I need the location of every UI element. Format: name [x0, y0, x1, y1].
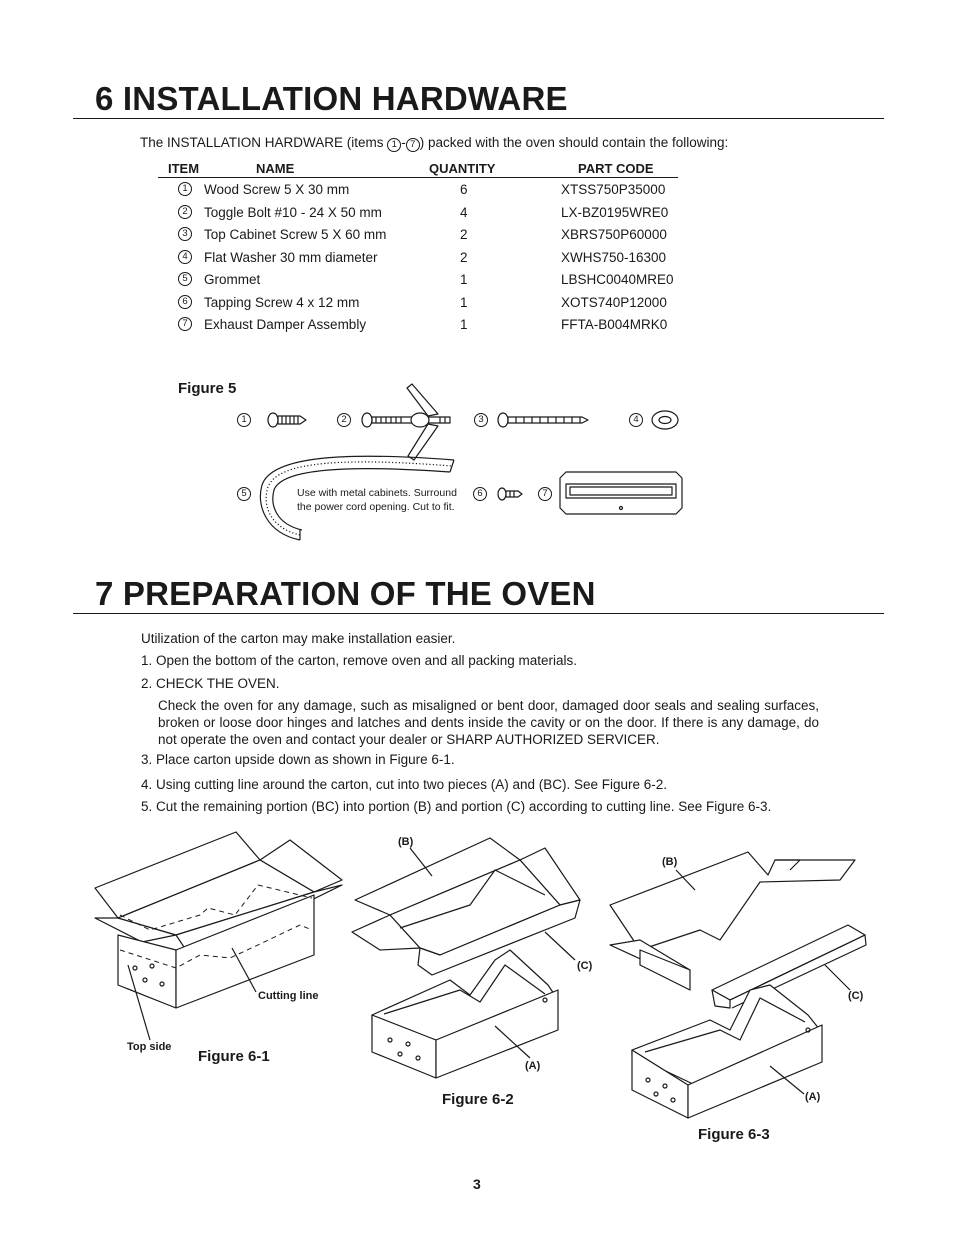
item-name: Toggle Bolt #10 - 24 X 50 mm: [204, 205, 382, 220]
intro-text-start: The INSTALLATION HARDWARE (items: [140, 135, 388, 150]
item-number: 4: [178, 250, 192, 264]
item-name: Grommet: [204, 272, 261, 287]
item-quantity: 1: [460, 317, 468, 332]
item-number: 2: [178, 205, 192, 219]
item-part-code: FFTA-B004MRK0: [561, 317, 668, 332]
figure-5-callout-6: 6: [473, 487, 487, 501]
step-4: 4. Using cutting line around the carton, cut into two pieces (A) and (BC). See Figure 6-2.: [141, 777, 668, 792]
cutting-line-label: Cutting line: [258, 990, 319, 1002]
intro-text-end: ) packed with the oven should contain the following:: [419, 135, 729, 150]
intro-dash: -: [401, 135, 406, 150]
item-number: 5: [178, 272, 192, 286]
step-1: 1. Open the bottom of the carton, remove oven and all packing materials.: [141, 653, 577, 668]
figure-6-2-label-a: (A): [525, 1060, 541, 1072]
item-name: Top Cabinet Screw 5 X 60 mm: [204, 227, 387, 242]
figure-6-3-label-b: (B): [662, 856, 678, 868]
item-number: 7: [178, 317, 192, 331]
item-part-code: LX-BZ0195WRE0: [561, 205, 669, 220]
figure-5-callout-5: 5: [237, 487, 251, 501]
section-7-title: 7 PREPARATION OF THE OVEN: [95, 575, 596, 612]
intro-last-item-number: 7: [406, 138, 420, 152]
item-part-code: XOTS740P12000: [561, 295, 667, 310]
item-number: 6: [178, 295, 192, 309]
intro-first-item-number: 1: [387, 138, 401, 152]
header-item: ITEM: [168, 161, 200, 176]
item-number: 1: [178, 182, 192, 196]
item-quantity: 6: [460, 182, 468, 197]
figure-5-callout-2: 2: [337, 413, 351, 427]
figure-5-callout-7: 7: [538, 487, 552, 501]
figure-6-2-label-c: (C): [577, 960, 593, 972]
item-part-code: LBSHC0040MRE0: [561, 272, 674, 287]
figure-6-3-label-c: (C): [848, 990, 864, 1002]
figure-6-3-label: Figure 6-3: [698, 1126, 770, 1143]
step-3: 3. Place carton upside down as shown in Figure 6-1.: [141, 752, 455, 767]
item-name: Tapping Screw 4 x 12 mm: [204, 295, 360, 310]
top-side-label: Top side: [127, 1041, 172, 1053]
item-name: Wood Screw 5 X 30 mm: [204, 182, 350, 197]
item-quantity: 1: [460, 295, 468, 310]
page-number: 3: [473, 1176, 481, 1192]
item-quantity: 1: [460, 272, 468, 287]
figure-6-1-label: Figure 6-1: [198, 1048, 270, 1065]
grommet-note-line-2: the power cord opening. Cut to fit.: [297, 501, 455, 513]
section-7-intro: Utilization of the carton may make installation easier.: [141, 631, 456, 646]
item-name: Exhaust Damper Assembly: [204, 317, 367, 332]
step-2: 2. CHECK THE OVEN.: [141, 676, 280, 691]
header-part-code: PART CODE: [578, 161, 654, 176]
step-2-detail: Check the oven for any damage, such as misaligned or bent door, damaged door seals and sealing surfaces, broken or loose door hinges and latches and dents inside the cavity or on the door. If there is any damage, do not operate the oven and contact your dealer or SHARP AUTHORIZED SERVICER.: [158, 698, 819, 747]
section-6-title: 6 INSTALLATION HARDWARE: [95, 80, 568, 117]
figure-5-callout-1: 1: [237, 413, 251, 427]
header-quantity: QUANTITY: [429, 161, 496, 176]
grommet-note-line-1: Use with metal cabinets. Surround: [297, 487, 457, 499]
figure-6-2-label-b: (B): [398, 836, 414, 848]
item-quantity: 2: [460, 250, 468, 265]
item-part-code: XBRS750P60000: [561, 227, 667, 242]
figure-6-3-label-a: (A): [805, 1091, 821, 1103]
item-quantity: 4: [460, 205, 468, 220]
item-number: 3: [178, 227, 192, 241]
figure-5-callout-4: 4: [629, 413, 643, 427]
header-name: NAME: [256, 161, 295, 176]
item-quantity: 2: [460, 227, 468, 242]
item-part-code: XTSS750P35000: [561, 182, 666, 197]
item-part-code: XWHS750-16300: [561, 250, 667, 265]
figure-5-label: Figure 5: [178, 380, 237, 397]
item-name: Flat Washer 30 mm diameter: [204, 250, 378, 265]
figure-6-2-label: Figure 6-2: [442, 1091, 514, 1108]
figure-5-callout-3: 3: [474, 413, 488, 427]
step-5: 5. Cut the remaining portion (BC) into portion (B) and portion (C) according to cutting line. See Figure 6-3.: [141, 799, 772, 814]
